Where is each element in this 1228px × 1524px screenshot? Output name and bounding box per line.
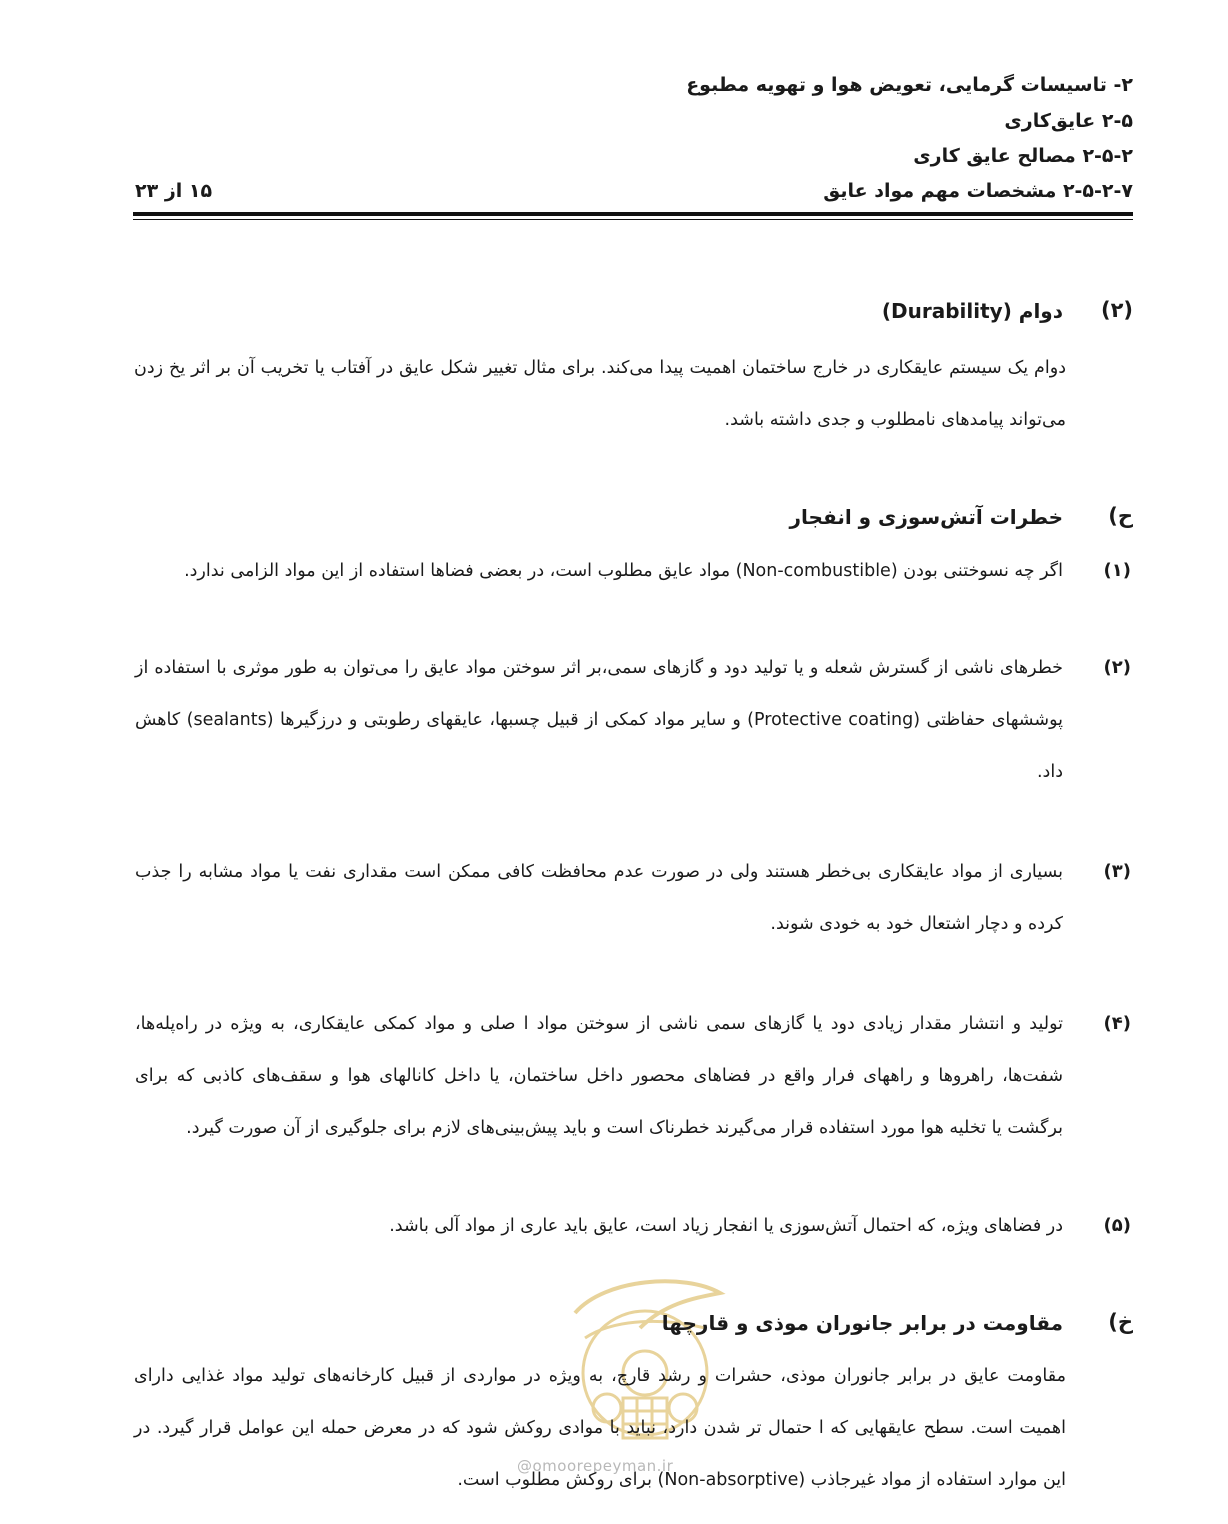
- pests-text: مقاومت عایق در برابر جانوران موذی، حشرات و رشد قارچ، به ویژه در مواردی از قبیل کارخانه‌های تولید مواد غذایی دارای اهمیت است. سطح عایقهایی که ا حتمال تر شدن دارد، نباید با موادی روکش شود که در معرض حمله این عوامل قرار گیرد. در این موارد استفاده از مواد غیرجاذب (Non-absorptive) برای روکش مطلوب است.: [134, 1366, 1066, 1490]
- fire-item-1-number: (۱): [1103, 560, 1131, 581]
- header-chapter: ۲- تاسیسات گرمایی، تعویض هوا و تهویه مطبوع: [686, 74, 1133, 96]
- header-rule-thick: [133, 212, 1133, 216]
- header-rule-thin: [133, 219, 1133, 220]
- fire-item-2-text: خطرهای ناشی از گسترش شعله و یا تولید دود و گازهای سمی،بر اثر سوختن مواد عایق را می‌توان به طور موثری با استفاده از پوششهای حفاظتی (Protective coating) و سایر مواد کمکی از قبیل چسبها، عایقهای رطوبتی و درزگیرها (sealants) کاهش داد.: [135, 658, 1063, 782]
- header-subsection: ۲-۵-۲ مصالح عایق کاری: [913, 145, 1133, 167]
- fire-section-marker: ح): [1108, 504, 1133, 528]
- fire-item-4-text: تولید و انتشار مقدار زیادی دود یا گازهای سمی ناشی از سوختن مواد ا صلی و مواد کمکی عایقکاری، به ویژه در راه‌پله‌ها، شفت‌ها، راهروها و راههای فرار واقع در فضاهای محصور داخل ساختمان، یا داخل کانالهای هوا و سقف‌های کاذبی که برای برگشت یا تخلیه هوا مورد استفاده قرار می‌گیرند خطرناک است و باید پیش‌بینی‌های لازم برای جلوگیری از آن صورت گیرد.: [135, 1014, 1063, 1138]
- fire-item-2-number: (۲): [1103, 657, 1131, 678]
- pests-section-title: مقاومت در برابر جانوران موذی و قارچها: [661, 1311, 1063, 1335]
- fire-item-4-number: (۴): [1103, 1013, 1131, 1034]
- page-number: ۱۵ از ۲۳: [135, 180, 213, 202]
- fire-item-5-text: در فضاهای ویژه، که احتمال آتش‌سوزی یا انفجار زیاد است، عایق باید عاری از مواد آلی باشد.: [389, 1216, 1063, 1236]
- pests-section-marker: خ): [1108, 1310, 1133, 1334]
- fire-item-3-number: (۳): [1103, 861, 1131, 882]
- fire-item-3-text: بسیاری از مواد عایقکاری بی‌خطر هستند ولی در صورت عدم محافظت کافی ممکن است مقداری نفت یا مواد مشابه را جذب کرده و دچار اشتعال خود به خودی شوند.: [135, 862, 1063, 934]
- fire-section-title: خطرات آتش‌سوزی و انفجار: [789, 505, 1063, 529]
- watermark-text: @omoorepeyman.ir: [517, 1457, 674, 1475]
- durability-marker: (۲): [1100, 298, 1133, 322]
- durability-text: دوام یک سیستم عایقکاری در خارج ساختمان اهمیت پیدا می‌کند. برای مثال تغییر شکل عایق در آفتاب یا تخریب آن بر اثر یخ زدن می‌تواند پیامدهای نامطلوب و جدی داشته باشد.: [134, 358, 1066, 430]
- fire-item-1-text: اگر چه نسوختنی بودن (Non-combustible) مواد عایق مطلوب است، در بعضی فضاها استفاده از این مواد الزامی ندارد.: [184, 561, 1063, 581]
- fire-item-5-number: (۵): [1103, 1215, 1131, 1236]
- durability-title: دوام (Durability): [881, 299, 1063, 323]
- header-section: ۲-۵ عایق‌کاری: [1004, 110, 1133, 132]
- header-topic: ۲-۵-۲-۷ مشخصات مهم مواد عایق: [823, 180, 1133, 202]
